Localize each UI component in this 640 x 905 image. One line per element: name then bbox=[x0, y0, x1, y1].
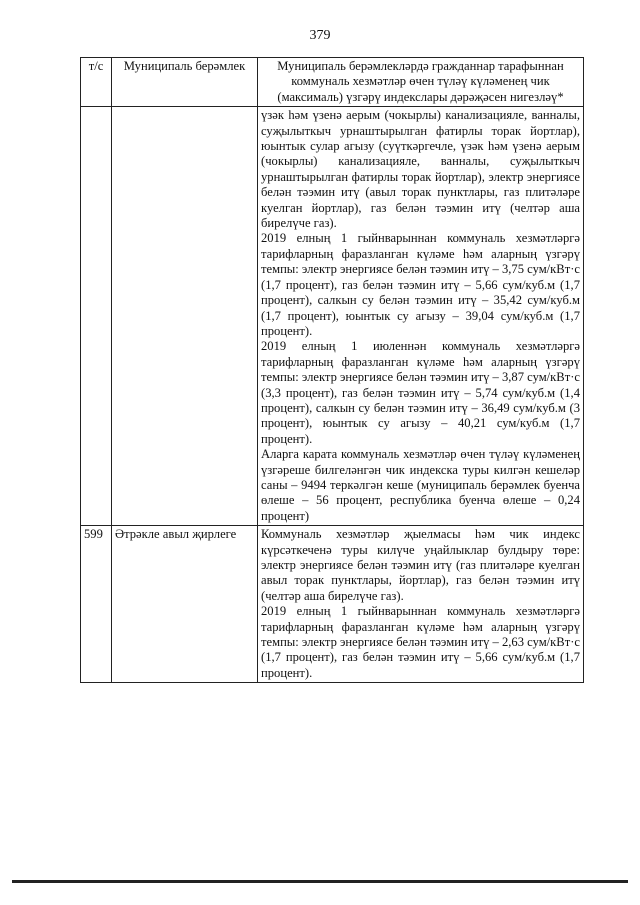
page-bottom-rule bbox=[12, 880, 628, 883]
paragraph: Коммуналь хезмәтләр җыелмасы һәм чик индекс күрсәткеченә туры килүче уңайлыклар булдыру төре: электр энергиясе белән тәэмин итү (газ плитәләре куелган авыл торак пунктлары, йортлар), газ белән тәэмин итү (челтәр аша бирелүче газ). bbox=[261, 527, 580, 603]
indices-table bbox=[80, 57, 584, 683]
paragraph: 2019 елның 1 июленнән коммуналь хезмәтләргә тарифларның фаразланган күләме һәм аларның үзгәрү темпы: электр энергиясе белән тәэмин итү – 3,87 сум/кВт·с (3,3 процент), газ белән тәэмин итү – 5,74 сум/куб.м (1,4 процент), салкын су белән тәэмин итү – 36,49 сум/куб.м (3 процент), юынтык су агызу – 40,21 сум/куб.м (1,7 процент). bbox=[261, 339, 580, 446]
paragraph: Аларга карата коммуналь хезмәтләр өчен түләү күләменең үзгәреше билгеләнгән чик индекска туры килгән кешеләр саны – 9494 теркәлгән кеше (муниципаль берәмлек буенча өлеше – 56 процент, республика буенча өлеше – 0,24 процент) bbox=[261, 447, 580, 523]
row-justification bbox=[258, 107, 584, 526]
paragraph: 2019 елның 1 гыйнварыннан коммуналь хезмәтләргә тарифларның фаразланган күләме һәм аларның үзгәрү темпы: электр энергиясе белән тәэмин итү – 2,63 сум/кВт·с (1,7 процент), газ белән тәэмин итү – 5,66 сум/куб.м (1,7 процент). bbox=[261, 604, 580, 680]
header-number: т/с bbox=[81, 58, 112, 107]
table-header-row bbox=[81, 58, 584, 107]
paragraph: үзәк һәм үзенә аерым (чокырлы) канализацияле, ванналы, суҗылыткыч урнаштырылган фатирлы торак йортлар), юынтык сулар агызу (суүткәргечле, үзәк һәм үзенә аерым (чокырлы) канализацияле, ванналы, суҗылыткыч урнаштырылган фатирлы торак йортлар), электр энергиясе белән тәэмин итү (авыл торак пунктлары, газ плитәләре куелган йортлар), газ белән тәэмин итү (челтәр аша бирелүче газ). bbox=[261, 108, 580, 231]
table-row bbox=[81, 107, 584, 526]
page-number: 379 bbox=[309, 28, 331, 43]
paragraph: 2019 елның 1 гыйнварыннан коммуналь хезмәтләргә тарифларның фаразланган күләме һәм аларның үзгәрү темпы: электр энергиясе белән тәэмин итү – 3,75 сум/кВт·с (1,7 процент), газ белән тәэмин итү – 5,66 сум/куб.м (1,7 процент), салкын су белән тәэмин итү – 35,42 сум/куб.м (1,7 процент), юынтык су агызу – 39,04 сум/куб.м (1,7 процент). bbox=[261, 231, 580, 338]
row-justification bbox=[258, 526, 584, 683]
table-row bbox=[81, 526, 584, 683]
header-municipality: Муниципаль берәмлек bbox=[112, 58, 258, 107]
header-justification: Муниципаль берәмлекләрдә гражданнар тарафыннан коммуналь хезмәтләр өчен түләү күләменең чик (максималь) үзгәрү индекслары дәрәҗәсен нигезләү* bbox=[258, 58, 584, 107]
row-municipality: Әтрәкле авыл җирлеге bbox=[112, 526, 258, 683]
row-number bbox=[81, 107, 112, 526]
row-municipality bbox=[112, 107, 258, 526]
row-number: 599 bbox=[81, 526, 112, 683]
